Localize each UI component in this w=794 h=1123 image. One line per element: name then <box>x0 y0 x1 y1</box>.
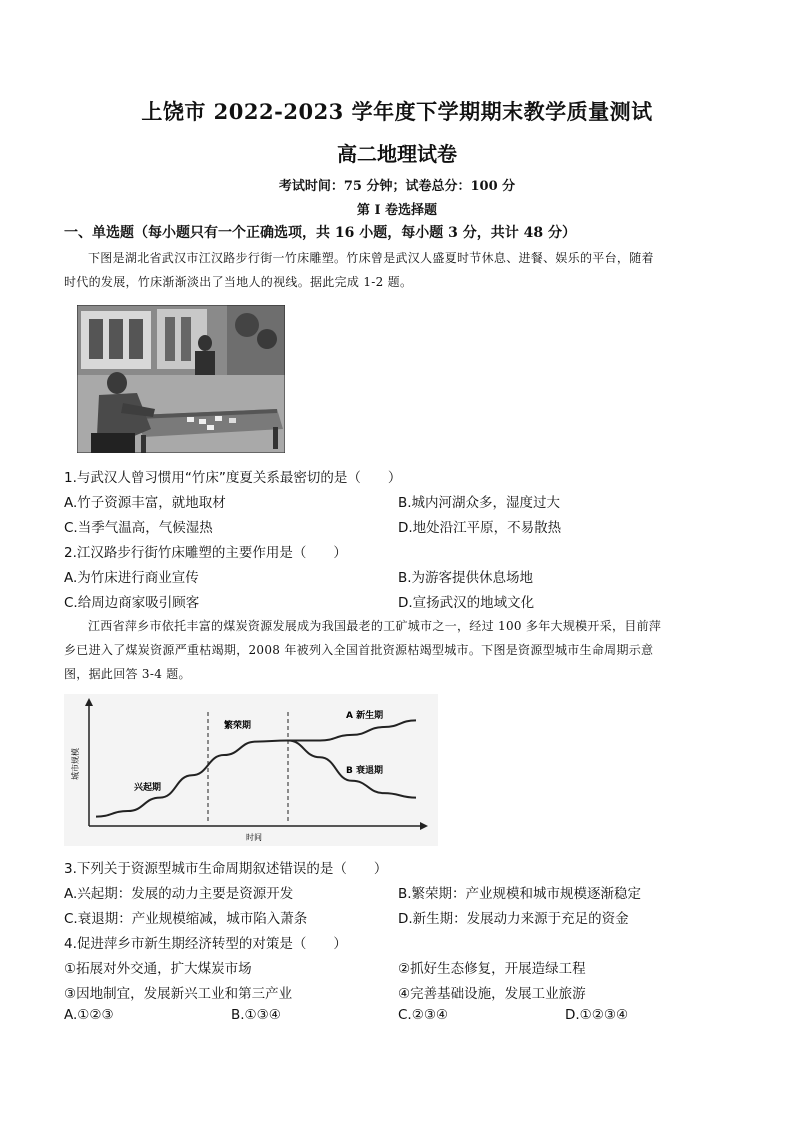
question-4-option-c[interactable]: C.②③④ <box>398 1007 449 1023</box>
question-3-option-b[interactable]: B.繁荣期：产业规模和城市规模逐渐稳定 <box>398 886 642 902</box>
question-4-stem: 4.促进萍乡市新生期经济转型的对策是（ ） <box>64 936 347 952</box>
passage-1-line-1: 下图是湖北省武汉市江汉路步行街一竹床雕塑。竹床曾是武汉人盛夏时节休息、进餐、娱乐的平台，随着 <box>88 251 654 265</box>
question-3-option-c[interactable]: C.衰退期：产业规模缩减，城市陷入萧条 <box>64 911 308 927</box>
section-heading: 一、单选题（每小题只有一个正确选项，共 16 小题，每小题 3 分，共计 48 分） <box>64 225 576 241</box>
question-2-option-a[interactable]: A.为竹床进行商业宣传 <box>64 570 199 586</box>
passage-2 <box>64 614 732 686</box>
question-2-option-d[interactable]: D.宣扬武汉的地域文化 <box>398 595 535 611</box>
exam-subtitle: 高二地理试卷 <box>337 142 457 166</box>
question-2-option-c[interactable]: C.给周边商家吸引顾客 <box>64 595 200 611</box>
question-3-option-a[interactable]: A.兴起期：发展的动力主要是资源开发 <box>64 886 294 902</box>
question-1-option-a[interactable]: A.竹子资源丰富，就地取材 <box>64 495 226 511</box>
stage-label-rise: 兴起期 <box>134 783 162 793</box>
volume-heading: 第 I 卷选择题 <box>356 203 438 218</box>
stage-label-renewal: A 新生期 <box>346 711 384 721</box>
question-4-statement-1: ①拓展对外交通，扩大煤炭市场 <box>64 961 252 977</box>
question-2-stem: 2.江汉路步行街竹床雕塑的主要作用是（ ） <box>64 545 347 561</box>
passage-1-line-2: 时代的发展，竹床渐渐淡出了当地人的视线。据此完成 1-2 题。 <box>64 275 413 289</box>
y-axis-label: 城市规模 <box>71 748 80 780</box>
passage-2-line-3: 图，据此回答 3-4 题。 <box>64 667 191 681</box>
exam-info: 考试时间：75 分钟；试卷总分：100 分 <box>278 179 516 194</box>
passage-1 <box>64 246 732 294</box>
question-1-stem: 1.与武汉人曾习惯用“竹床”度夏关系最密切的是（ ） <box>64 470 402 486</box>
question-1-option-c[interactable]: C.当季气温高，气候湿热 <box>64 520 213 536</box>
question-1-option-b[interactable]: B.城内河湖众多，湿度过大 <box>398 495 561 511</box>
bamboo-bed-sculpture-photo <box>77 305 285 453</box>
x-axis-label: 时间 <box>246 833 262 842</box>
passage-2-line-1: 江西省萍乡市依托丰富的煤炭资源发展成为我国最老的工矿城市之一，经过 100 多年大规模开采，目前萍 <box>88 619 662 633</box>
stage-label-prosperity: 繁荣期 <box>224 721 252 731</box>
question-2-option-b[interactable]: B.为游客提供休息场地 <box>398 570 534 586</box>
question-4-statement-2: ②抓好生态修复，开展造绿工程 <box>398 961 586 977</box>
question-3-stem: 3.下列关于资源型城市生命周期叙述错误的是（ ） <box>64 861 388 877</box>
question-3-option-d[interactable]: D.新生期：发展动力来源于充足的资金 <box>398 911 629 927</box>
question-1-option-d[interactable]: D.地处沿江平原，不易散热 <box>398 520 562 536</box>
exam-title: 上饶市 2022-2023 学年度下学期期末教学质量测试 <box>141 99 653 124</box>
question-4-option-d[interactable]: D.①②③④ <box>565 1007 629 1023</box>
passage-2-line-2: 乡已进入了煤炭资源严重枯竭期，2008 年被列入全国首批资源枯竭型城市。下图是资源型城市生命周期示意 <box>64 643 654 657</box>
question-4-option-b[interactable]: B.①③④ <box>231 1007 281 1023</box>
question-4-statement-3: ③因地制宜，发展新兴工业和第三产业 <box>64 986 293 1002</box>
question-4-statement-4: ④完善基础设施，发展工业旅游 <box>398 986 586 1002</box>
question-4-option-a[interactable]: A.①②③ <box>64 1007 114 1023</box>
resource-city-lifecycle-chart <box>64 694 438 846</box>
stage-label-decline: B 衰退期 <box>346 766 383 776</box>
